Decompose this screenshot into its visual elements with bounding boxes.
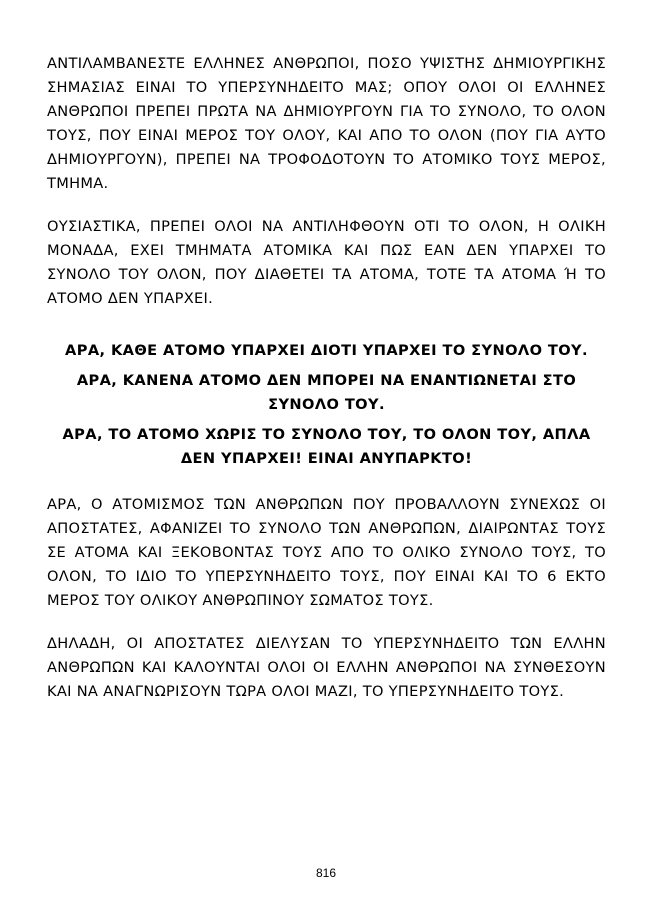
emphasis-line-2: ΑΡΑ, ΚΑΝΕΝΑ ΑΤΟΜΟ ΔΕΝ ΜΠΟΡΕΙ ΝΑ ΕΝΑΝΤΙΩΝΕΤΑΙ ΣΤΟ ΣΥΝΟΛΟ ΤΟΥ. xyxy=(76,372,577,413)
paragraph-4: ΔΗΛΑΔΗ, ΟΙ ΑΠΟΣΤΑΤΕΣ ΔΙΕΛΥΣΑΝ ΤΟ ΥΠΕΡΣΥΝΗΔΕΙΤΟ ΤΩΝ ΕΛΛΗΝ ΑΝΘΡΩΠΩΝ ΚΑΙ ΚΑΛΟΥΝΤΑΙ ΟΛΟΙ ΟΙ ΕΛΛΗΝ ΑΝΘΡΩΠΟΙ ΝΑ ΣΥΝΘΕΣΟΥΝ ΚΑΙ ΝΑ ΑΝΑΓΝΩΡΙΣΟΥΝ ΤΩΡΑ ΟΛΟΙ ΜΑΖΙ, ΤΟ ΥΠΕΡΣΥΝΗΔΕΙΤΟ ΤΟΥΣ. xyxy=(47,635,606,700)
paragraph-1: ΑΝΤΙΛΑΜΒΑΝΕΣΤΕ ΕΛΛΗΝΕΣ ΑΝΘΡΩΠΟΙ, ΠΟΣΟ ΥΨΙΣΤΗΣ ΔΗΜΙΟΥΡΓΙΚΗΣ ΣΗΜΑΣΙΑΣ ΕΙΝΑΙ ΤΟ ΥΠΕΡΣΥΝΗΔΕΙΤΟ ΜΑΣ; ΟΠΟΥ ΟΛΟΙ ΟΙ ΕΛΛΗΝΕΣ ΑΝΘΡΩΠΟΙ ΠΡΕΠΕΙ ΠΡΩΤΑ ΝΑ ΔΗΜΙΟΥΡΓΟΥΝ ΓΙΑ ΤΟ ΣΥΝΟΛΟ, ΤΟ ΟΛΟΝ ΤΟΥΣ, ΠΟΥ ΕΙΝΑΙ ΜΕΡΟΣ ΤΟΥ ΟΛΟΥ, ΚΑΙ ΑΠΟ ΤΟ ΟΛΟΝ (ΠΟΥ ΓΙΑ ΑΥΤΟ ΔΗΜΙΟΥΡΓΟΥΝ), ΠΡΕΠΕΙ ΝΑ ΤΡΟΦΟΔΟΤΟΥΝ ΤΟ ΑΤΟΜΙΚΟ ΤΟΥΣ ΜΕΡΟΣ, ΤΜΗΜΑ. xyxy=(47,55,606,192)
emphasis-line-1: ΑΡΑ, ΚΑΘΕ ΑΤΟΜΟ ΥΠΑΡΧΕΙ ΔΙΟΤΙ ΥΠΑΡΧΕΙ ΤΟ ΣΥΝΟΛΟ ΤΟΥ. xyxy=(65,342,588,359)
paragraph-3: ΑΡΑ, Ο ΑΤΟΜΙΣΜΟΣ ΤΩΝ ΑΝΘΡΩΠΩΝ ΠΟΥ ΠΡΟΒΑΛΛΟΥΝ ΣΥΝΕΧΩΣ ΟΙ ΑΠΟΣΤΑΤΕΣ, ΑΦΑΝΙΖΕΙ ΤΟ ΣΥΝΟΛΟ ΤΩΝ ΑΝΘΡΩΠΩΝ, ΔΙΑΙΡΩΝΤΑΣ ΤΟΥΣ ΣΕ ΑΤΟΜΑ ΚΑΙ ΞΕΚΟΒΟΝΤΑΣ ΤΟΥΣ ΑΠΟ ΤΟ ΟΛΙΚΟ ΣΥΝΟΛΟ ΤΟΥΣ, ΤΟ ΟΛΟΝ, ΤΟ ΙΔΙΟ ΤΟ ΥΠΕΡΣΥΝΗΔΕΙΤΟ ΤΟΥΣ, ΠΟΥ ΕΙΝΑΙ ΚΑΙ ΤΟ 6 ΕΚΤΟ ΜΕΡΟΣ ΤΟΥ ΟΛΙΚΟΥ ΑΝΘΡΩΠΙΝΟΥ ΣΩΜΑΤΟΣ ΤΟΥΣ. xyxy=(47,496,606,609)
page-number: 816 xyxy=(315,866,337,880)
paragraph-2: ΟΥΣΙΑΣΤΙΚΑ, ΠΡΕΠΕΙ ΟΛΟΙ ΝΑ ΑΝΤΙΛΗΦΘΟΥΝ ΟΤΙ ΤΟ ΟΛΟΝ, Η ΟΛΙΚΗ ΜΟΝΑΔΑ, ΕΧΕΙ ΤΜΗΜΑΤΑ ΑΤΟΜΙΚΑ ΚΑΙ ΠΩΣ ΕΑΝ ΔΕΝ ΥΠΑΡΧΕΙ ΤΟ ΣΥΝΟΛΟ ΤΟΥ ΟΛΟΝ, ΠΟΥ ΔΙΑΘΕΤΕΙ ΤΑ ΑΤΟΜΑ, ΤΟΤΕ ΤΑ ΑΤΟΜΑ Ή ΤΟ ΑΤΟΜΟ ΔΕΝ ΥΠΑΡΧΕΙ. xyxy=(47,218,606,307)
emphasis-line-3: ΑΡΑ, ΤΟ ΑΤΟΜΟ ΧΩΡΙΣ ΤΟ ΣΥΝΟΛΟ ΤΟΥ, ΤΟ ΟΛΟΝ ΤΟΥ, ΑΠΛΑ ΔΕΝ ΥΠΑΡΧΕΙ! ΕΙΝΑΙ ΑΝΥΠΑΡΚΤΟ! xyxy=(62,426,591,467)
